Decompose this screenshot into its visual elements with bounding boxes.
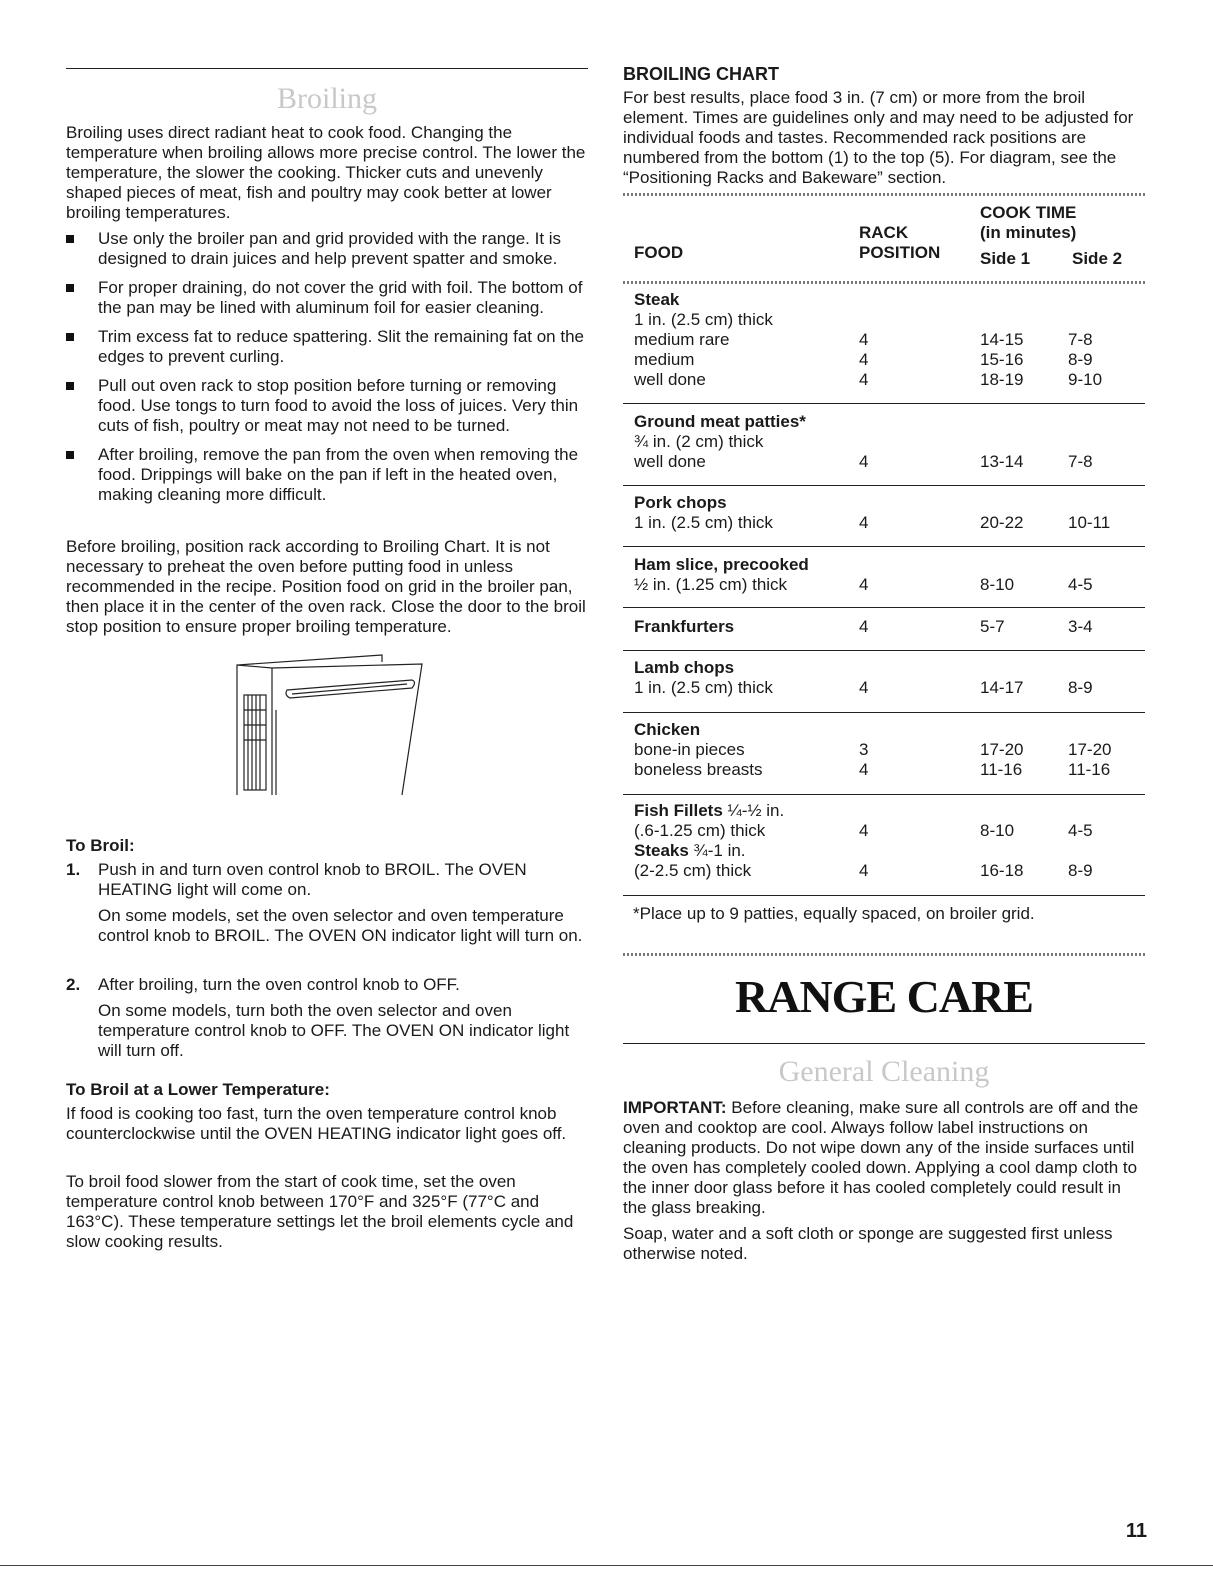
- side1-cell: 14-17: [980, 678, 1024, 697]
- page-number: 11: [1125, 1520, 1147, 1542]
- rack-cell: 4: [859, 452, 869, 471]
- important-paragraph: [623, 1098, 1145, 1218]
- side2-cell: 17-20: [1068, 740, 1112, 759]
- row-divider: [623, 794, 1145, 795]
- row-divider: [623, 895, 1145, 896]
- header-divider: [623, 281, 1145, 284]
- list-item: After broiling, remove the pan from the oven when removing the food. Drippings will bake on the pan if left in the heated oven, making cleaning more difficult.: [66, 445, 588, 505]
- broiling-chart-intro: For best results, place food 3 in. (7 cm) or more from the broil element. Times are guidelines only and may need to be adjusted for individual foods and tastes. Recommended rack positions are numbered from the bottom (1) to the top (5). For diagram, see the “Positioning Racks and Bakeware” section.: [623, 88, 1134, 187]
- side2-cell: 4-5: [1068, 575, 1093, 594]
- to-broil-heading: To Broil:: [66, 836, 135, 855]
- broiling-intro: Broiling uses direct radiant heat to cook food. Changing the temperature when broiling allows more precise control. The lower the temperature, the slower the cooking. Thicker cuts and unevenly shaped pieces of meat, fish and poultry may cook better at lower broiling temperatures.: [66, 123, 586, 222]
- food-cell: [634, 841, 864, 861]
- bullet-icon: [66, 451, 74, 459]
- side1-cell: 17-20: [980, 740, 1024, 759]
- rack-cell: 4: [859, 678, 869, 697]
- side1-cell: 15-16: [980, 350, 1024, 369]
- food-group-name: Ham slice, precooked: [634, 555, 809, 574]
- rack-cell: 4: [859, 350, 869, 369]
- side2-cell: 7-8: [1068, 330, 1093, 349]
- before-broiling-paragraph: Before broiling, position rack according to Broiling Chart. It is not necessary to preheat the oven before putting food in unless recommended in the recipe. Position food on grid in the broiler pan, then place it in the center of the oven rack. Close the door to the broil stop position to ensure proper broiling temperature.: [66, 537, 586, 636]
- food-group-name: Pork chops: [634, 493, 727, 512]
- rack-cell: 4: [859, 861, 869, 880]
- food-cell: well done: [634, 452, 706, 471]
- row-divider: [623, 485, 1145, 486]
- side2-cell: 9-10: [1068, 370, 1103, 389]
- column-header-food: FOOD: [634, 243, 684, 262]
- column-header-cook-time: COOK TIME: [980, 203, 1077, 222]
- food-size: ¼-½ in.: [722, 801, 785, 820]
- food-cell: 1 in. (2.5 cm) thick: [634, 513, 773, 532]
- side2-cell: 11-16: [1068, 760, 1111, 779]
- step-number: 1.: [66, 860, 81, 879]
- side2-cell: 8-9: [1068, 678, 1093, 697]
- rack-cell: 4: [859, 513, 869, 532]
- food-group-name: Chicken: [634, 720, 701, 739]
- soap-paragraph: Soap, water and a soft cloth or sponge are suggested first unless otherwise noted.: [623, 1224, 1113, 1263]
- step-subtext: On some models, set the oven selector and oven temperature control knob to BROIL. The OVEN ON indicator light will turn on.: [98, 906, 583, 945]
- food-cell: boneless breasts: [634, 760, 763, 779]
- side2-cell: 3-4: [1068, 617, 1093, 636]
- rack-cell: 4: [859, 760, 869, 779]
- table-top-divider: [623, 193, 1145, 196]
- important-label: IMPORTANT:: [623, 1098, 727, 1117]
- bullet-icon: [66, 235, 74, 243]
- side1-cell: 8-10: [980, 821, 1015, 840]
- step-subtext: On some models, turn both the oven selector and oven temperature control knob to OFF. The OVEN ON indicator light will turn off.: [98, 1001, 570, 1060]
- food-size: ¾-1 in.: [688, 841, 746, 860]
- food-group-name: Lamb chops: [634, 658, 735, 677]
- food-cell: well done: [634, 370, 706, 389]
- food-cell: [634, 801, 864, 821]
- side1-cell: 8-10: [980, 575, 1015, 594]
- side2-cell: 7-8: [1068, 452, 1093, 471]
- step-number: 2.: [66, 975, 81, 994]
- row-divider: [623, 712, 1145, 713]
- bullet-icon: [66, 382, 74, 390]
- food-group-name: Fish Fillets: [634, 801, 723, 820]
- lower-temp-heading: To Broil at a Lower Temperature:: [66, 1080, 330, 1099]
- list-item: Use only the broiler pan and grid provided with the range. It is designed to drain juices and help prevent spatter and smoke.: [66, 229, 588, 269]
- food-cell: 1 in. (2.5 cm) thick: [634, 310, 773, 329]
- side2-cell: 8-9: [1068, 350, 1093, 369]
- list-item: [66, 975, 588, 1061]
- chart-footnote: *Place up to 9 patties, equally spaced, on broiler grid.: [633, 904, 1035, 923]
- bullet-icon: [66, 333, 74, 341]
- column-header-side1: Side 1: [980, 249, 1031, 268]
- rack-cell: 4: [859, 370, 869, 389]
- column-header-rack: RACK: [859, 223, 909, 242]
- list-item: [66, 860, 588, 946]
- food-group-name: Frankfurters: [634, 617, 735, 636]
- food-group-name: Steaks: [634, 841, 689, 860]
- food-cell: medium: [634, 350, 695, 369]
- side1-cell: 20-22: [980, 513, 1024, 532]
- side1-cell: 18-19: [980, 370, 1024, 389]
- lower-temp-paragraph-1: If food is cooking too fast, turn the oven temperature control knob counterclockwise until the OVEN HEATING indicator light goes off.: [66, 1104, 567, 1143]
- food-cell: medium rare: [634, 330, 730, 349]
- rack-cell: 3: [859, 740, 869, 759]
- row-divider: [623, 546, 1145, 547]
- food-group-name: Steak: [634, 290, 680, 309]
- page-bottom-rule: [0, 1565, 1213, 1566]
- oven-door-illustration: [232, 650, 432, 800]
- list-item: For proper draining, do not cover the grid with foil. The bottom of the pan may be lined with aluminum foil for easier cleaning.: [66, 278, 588, 318]
- row-divider: [623, 403, 1145, 404]
- food-cell: 1 in. (2.5 cm) thick: [634, 678, 773, 697]
- food-cell: ¾ in. (2 cm) thick: [634, 432, 764, 451]
- section-rule: [623, 1043, 1145, 1044]
- general-cleaning-title: General Cleaning: [778, 1055, 990, 1088]
- food-cell: (.6-1.25 cm) thick: [634, 821, 766, 840]
- lower-temp-paragraph-2: To broil food slower from the start of cook time, set the oven temperature control knob between 170°F and 325°F (77°C and 163°C). These temperature settings let the broil elements cycle and slow cooking results.: [66, 1172, 574, 1251]
- side1-cell: 5-7: [980, 617, 1005, 636]
- rack-cell: 4: [859, 330, 869, 349]
- food-cell: (2-2.5 cm) thick: [634, 861, 752, 880]
- food-cell: bone-in pieces: [634, 740, 745, 759]
- side1-cell: 13-14: [980, 452, 1024, 471]
- column-header-in-minutes: (in minutes): [980, 223, 1077, 242]
- food-cell: ½ in. (1.25 cm) thick: [634, 575, 788, 594]
- list-item: Pull out oven rack to stop position before turning or removing food. Use tongs to turn food to avoid the loss of juices. Very thin cuts of fish, poultry or meat may not need to be turned.: [66, 376, 588, 436]
- side1-cell: 16-18: [980, 861, 1024, 880]
- list-item: Trim excess fat to reduce spattering. Slit the remaining fat on the edges to prevent curling.: [66, 327, 588, 367]
- section-rule: [66, 68, 588, 69]
- step-text: After broiling, turn the oven control knob to OFF.: [98, 975, 460, 994]
- section-divider: [623, 953, 1145, 956]
- rack-cell: 4: [859, 821, 869, 840]
- column-header-side2: Side 2: [1072, 249, 1123, 268]
- row-divider: [623, 607, 1145, 608]
- step-text: Push in and turn oven control knob to BROIL. The OVEN HEATING light will come on.: [98, 860, 527, 899]
- bullet-icon: [66, 284, 74, 292]
- food-group-name: Ground meat patties*: [634, 412, 806, 431]
- side1-cell: 11-16: [980, 760, 1023, 779]
- side2-cell: 8-9: [1068, 861, 1093, 880]
- broiling-title: Broiling: [276, 82, 377, 115]
- broiling-chart-title: BROILING CHART: [623, 64, 779, 84]
- rack-cell: 4: [859, 575, 869, 594]
- side1-cell: 14-15: [980, 330, 1024, 349]
- broiling-tips-list: [66, 229, 588, 514]
- side2-cell: 4-5: [1068, 821, 1093, 840]
- column-header-position: POSITION: [859, 243, 941, 262]
- side2-cell: 10-11: [1068, 513, 1111, 532]
- range-care-title: RANGE CARE: [735, 971, 1033, 1022]
- row-divider: [623, 650, 1145, 651]
- rack-cell: 4: [859, 617, 869, 636]
- important-text: Before cleaning, make sure all controls are off and the oven and cooktop are cool. Always follow label instructions on cleaning products. Do not wipe down any of the inside surfaces until the oven has completely cooled down. Applying a cool damp cloth to the inner door glass before it has cooled completely could result in the glass breaking.: [623, 1098, 1139, 1217]
